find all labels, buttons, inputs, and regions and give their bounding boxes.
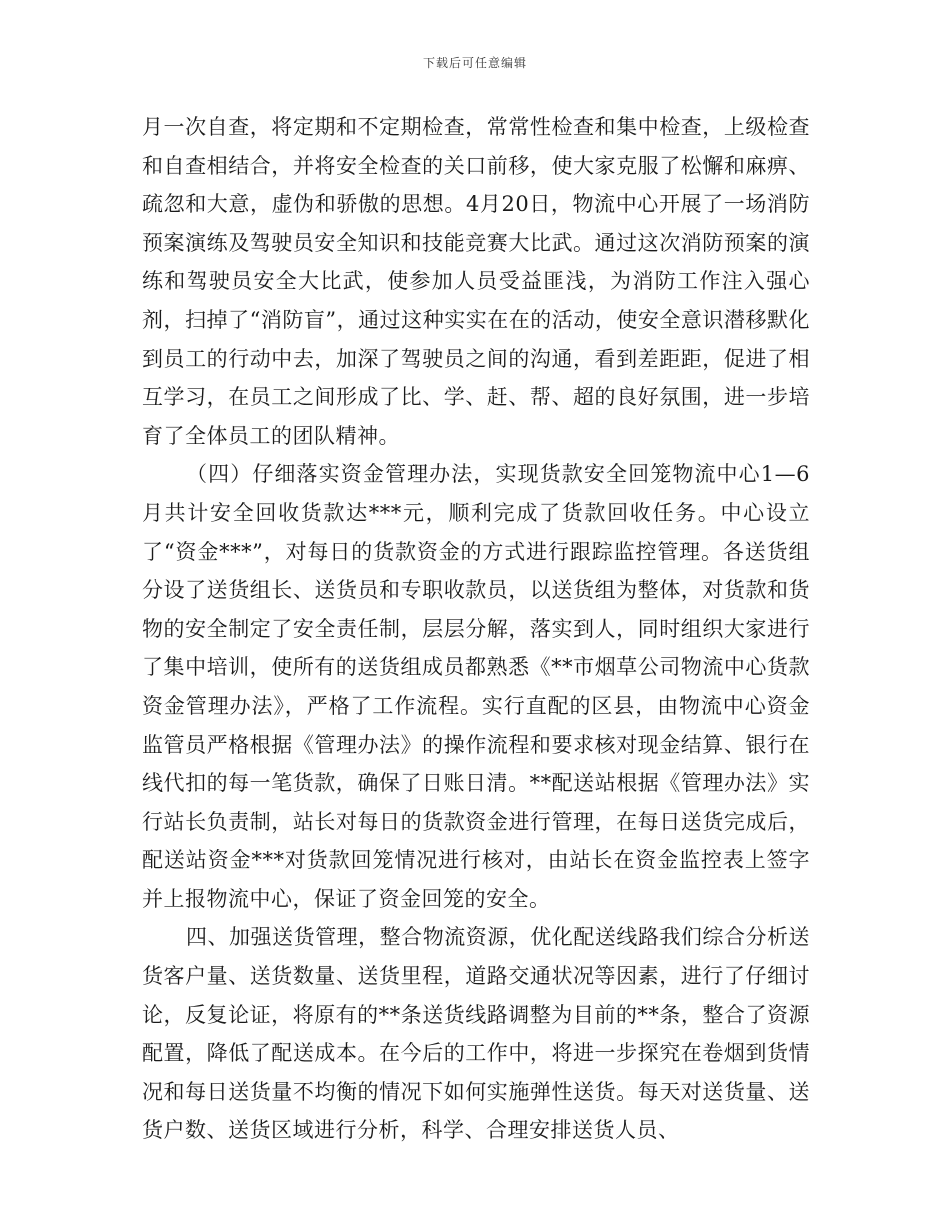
paragraph-safety-inspection: 月一次自查，将定期和不定期检查，常常性检查和集中检查，上级检查和自查相结合，并将安全检查的关口前移，使大家克服了松懈和麻痹、疏忽和大意，虚伪和骄傲的思想。4月20日，物流中心开展了一场消防预案演练及驾驶员安全知识和技能竞赛大比武。通过这次消防预案的演练和驾驶员安全大比武，使参加人员受益匪浅，为消防工作注入强心剂，扫掉了“消防盲”，通过这种实实在在的活动，使安全意识潜移默化到员工的行动中去，加深了驾驶员之间的沟通，看到差距距，促进了相互学习，在员工之间形成了比、学、赶、帮、超的良好氛围，进一步培育了全体员工的团队精神。 bbox=[142, 115, 810, 448]
paragraph-delivery-management: 四、加强送货管理，整合物流资源，优化配送线路我们综合分析送货客户量、送货数量、送货里程，道路交通状况等因素，进行了仔细讨论，反复论证，将原有的**条送货线路调整为目前的**条，整合了资源配置，降低了配送成本。在今后的工作中，将进一步探究在卷烟到货情况和每日送货量不均衡的情况下如何实施弹性送货。每天对送货量、送货户数、送货区域进行分析，科学、合理安排送货人员、 bbox=[142, 925, 810, 1143]
paragraph-fund-management: （四）仔细落实资金管理办法，实现货款安全回笼物流中心1—6月共计安全回收货款达***元，顺利完成了货款回收任务。中心设立了“资金***”，对每日的货款资金的方式进行跟踪监控管理。各送货组分设了送货组长、送货员和专职收款员，以送货组为整体，对货款和货物的安全制定了安全责任制，层层分解，落实到人，同时组织大家进行了集中培训，使所有的送货组成员都熟悉《**市烟草公司物流中心货款资金管理办法》，严格了工作流程。实行直配的区县，由物流中心资金监管员严格根据《管理办法》的操作流程和要求核对现金结算、银行在线代扣的每一笔货款，确保了日账日清。**配送站根据《管理办法》实行站长负责制，站长对每日的货款资金进行管理，在每日送货完成后，配送站资金***对货款回笼情况进行核对，由站长在资金监控表上签字并上报物流中心，保证了资金回笼的安全。 bbox=[142, 462, 810, 911]
page-header: 下载后可任意编辑 bbox=[422, 56, 527, 70]
document-body bbox=[142, 108, 810, 1150]
